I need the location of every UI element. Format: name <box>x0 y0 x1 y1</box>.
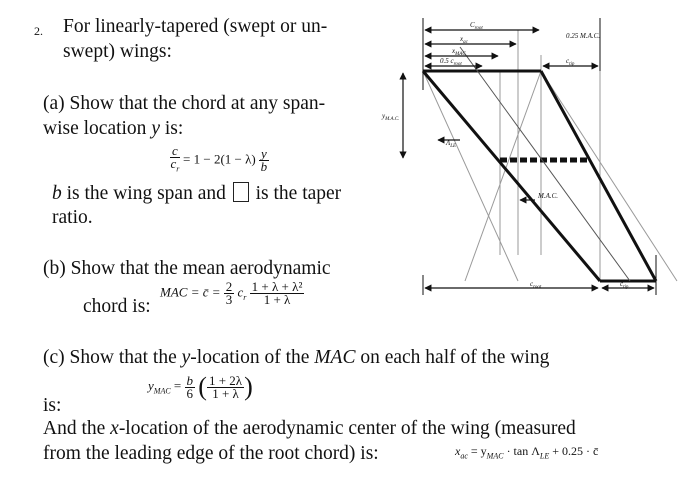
mac-equation: MAC = c̄ = $\frac{2}{3}$ $c_r$ $\frac{\text{1 + λ + λ²}}{1 + \lambda}$ <box>160 279 303 307</box>
label-025mac: 0.25 M.A.C. <box>566 32 601 40</box>
part-a-note-2: ratio. <box>52 207 93 228</box>
label-ctip-bottom: $c_{tip}$ <box>620 280 629 290</box>
label-croot-bottom: $c_{root}$ <box>530 280 542 290</box>
part-c-line-1: (c) Show that the y-location of the MAC on each half of the wing <box>43 347 550 368</box>
label-ctip-top: $c_{tip}$ <box>566 57 575 67</box>
label-ymac: $y_{M.A.C.}$ <box>382 112 400 122</box>
part-b-line-2: chord is: <box>83 296 151 317</box>
label-xac: $x_{ac}$ <box>460 35 468 45</box>
quarter-chord-line <box>460 47 630 281</box>
construction-lines <box>423 30 677 281</box>
intro-line-2: swept) wings: <box>63 41 172 62</box>
label-lambda-le: $\Lambda_{LE}$ <box>446 139 457 149</box>
label-05croot: 0.5 $c_{root}$ <box>440 57 462 67</box>
part-c-line-3: And the x-location of the aerodynamic center of the wing (measured <box>43 418 576 439</box>
part-c-is-label: is: <box>43 395 62 416</box>
chord-equation: $\frac{c}{c_r}$ = 1 − 2(1 − λ) $\frac{y}{b}$ <box>170 143 268 174</box>
label-xmac: $x_{MAC}$ <box>452 47 466 57</box>
dimension-arrows <box>403 30 654 288</box>
part-a-line-1: (a) Show that the chord at any span- <box>43 93 326 114</box>
label-mac: M.A.C. <box>538 192 559 200</box>
problem-number: 2. <box>34 24 43 38</box>
label-croot-top: $C_{root}$ <box>470 21 483 31</box>
intro-line-1: For linearly-tapered (swept or un- <box>63 16 328 37</box>
ymac-equation: $y_{MAC}$ = $\frac{b}{6}$ ( $\frac{1 + 2\lambda}{1 + \lambda}$ ) <box>148 372 253 401</box>
xac-equation: $x_{ac} = y_{MAC} \cdot \tan \Lambda_{LE} + 0.25$ · c̄ <box>455 444 599 461</box>
part-a-note-1: b is the wing span and is the taper <box>52 183 342 204</box>
part-c-line-4: from the leading edge of the root chord) is: <box>43 443 379 464</box>
part-b-line-1: (b) Show that the mean aerodynamic <box>43 258 331 279</box>
part-a-line-2: wise location y is: <box>43 118 184 139</box>
